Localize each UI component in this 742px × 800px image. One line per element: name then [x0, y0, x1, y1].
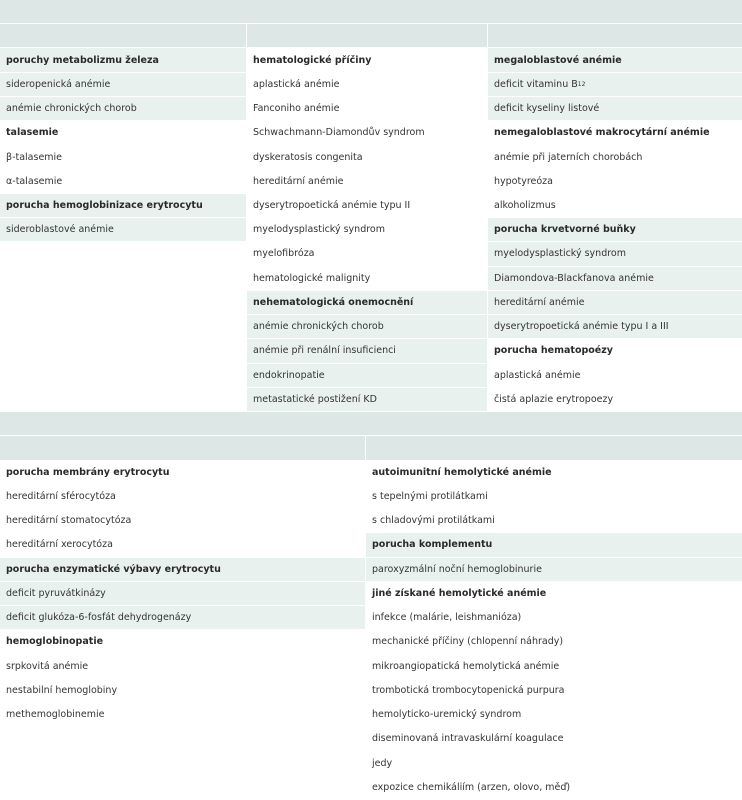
table-row: [247, 291, 487, 315]
table-row: [247, 242, 487, 266]
table-row: [366, 558, 742, 582]
row-label: expozice chemikáliím (arzen, olovo, měď): [372, 781, 571, 793]
row-label: hemoglobinopatie: [6, 636, 104, 648]
table-row: [488, 315, 742, 339]
table-row: [0, 97, 246, 121]
table-row: [366, 461, 742, 485]
row-label: deficit kyseliny listové: [494, 103, 600, 115]
table-row: [488, 291, 742, 315]
row-label: nehematologická onemocnění: [253, 296, 414, 308]
table-row: [366, 654, 742, 678]
table-row: [0, 485, 365, 509]
table-row: [0, 121, 246, 145]
table-row: [488, 194, 742, 218]
row-label: s chladovými protilátkami: [372, 515, 495, 527]
column-header: [0, 436, 365, 460]
row-label: myelofibróza: [253, 248, 315, 260]
table-row: [488, 267, 742, 291]
table-row: [247, 48, 487, 72]
table-row: [0, 73, 246, 97]
row-label: Schwachmann-Diamondův syndrom: [253, 127, 425, 139]
column-header: [366, 436, 742, 460]
table-row: [488, 364, 742, 388]
row-label: megaloblastové anémie: [494, 54, 622, 66]
table-row: [366, 776, 742, 800]
row-label: hereditární sférocytóza: [6, 490, 116, 502]
table-row: [0, 654, 365, 678]
row-label: hematologické příčiny: [253, 54, 372, 66]
table-row: [488, 242, 742, 266]
table-row: [0, 703, 365, 727]
table-row: [0, 145, 246, 169]
table-row: [366, 509, 742, 533]
table-row: [488, 170, 742, 194]
row-label: porucha krvetvorné buňky: [494, 224, 636, 236]
table-row: [488, 388, 742, 412]
row-label: anémie při renální insuficienci: [253, 345, 396, 357]
table-row: [247, 97, 487, 121]
table-row: [366, 533, 742, 557]
table-row: [0, 218, 246, 242]
table-row: [0, 48, 246, 72]
row-label: hereditární stomatocytóza: [6, 515, 132, 527]
row-label: nestabilní hemoglobiny: [6, 684, 118, 696]
row-label: mechanické příčiny (chlopenní náhrady): [372, 636, 564, 648]
row-label: porucha hematopoézy: [494, 345, 613, 357]
row-label: aplastická anémie: [253, 78, 340, 90]
row-label: paroxyzmální noční hemoglobinurie: [372, 563, 542, 575]
table-row: [247, 218, 487, 242]
table-row: [0, 558, 365, 582]
row-label: srpkovitá anémie: [6, 660, 89, 672]
row-label: deficit vitaminu B: [494, 78, 578, 90]
row-label: hereditární anémie: [494, 296, 585, 308]
table-row: [247, 388, 487, 412]
row-label: dyskeratosis congenita: [253, 151, 363, 163]
row-label: sideroblastové anémie: [6, 224, 114, 236]
table-row: [247, 315, 487, 339]
column-1: [0, 24, 246, 242]
row-label: alkoholizmus: [494, 199, 556, 211]
row-label: dyserytropoetická anémie typu II: [253, 199, 411, 211]
row-label: porucha membrány erytrocytu: [6, 466, 170, 478]
table-row: [0, 170, 246, 194]
row-label: s tepelnými protilátkami: [372, 490, 488, 502]
row-label: anémie chronických chorob: [253, 321, 384, 333]
table-row: [0, 606, 365, 630]
table-row: [488, 48, 742, 72]
row-label: anémie při jaterních chorobách: [494, 151, 643, 163]
column-header: [0, 24, 246, 48]
row-label: diseminovaná intravaskulární koagulace: [372, 733, 564, 745]
row-label: myelodysplastický syndrom: [253, 224, 385, 236]
table-row: [247, 170, 487, 194]
table-row: [488, 73, 742, 97]
row-label: sideropenická anémie: [6, 78, 111, 90]
section-title: [0, 412, 742, 436]
table-row: [247, 267, 487, 291]
table-row: [0, 533, 365, 557]
table-row: [0, 194, 246, 218]
column-1: [0, 436, 365, 727]
row-label: Diamondova-Blackfanova anémie: [494, 272, 654, 284]
row-label: aplastická anémie: [494, 369, 581, 381]
row-label: mikroangiopatická hemolytická anémie: [372, 660, 560, 672]
row-label: autoimunitní hemolytické anémie: [372, 466, 552, 478]
column-2: [366, 436, 742, 800]
row-label: hematologické malignity: [253, 272, 371, 284]
row-label: porucha enzymatické výbavy erytrocytu: [6, 563, 221, 575]
column-3: [488, 24, 742, 412]
row-label: dyserytropoetická anémie typu I a III: [494, 321, 669, 333]
table-row: [488, 121, 742, 145]
row-label: hereditární xerocytóza: [6, 539, 113, 551]
row-label: metastatické postižení KD: [253, 393, 377, 405]
table-row: [366, 606, 742, 630]
row-label: talasemie: [6, 127, 59, 139]
row-label: β-talasemie: [6, 151, 63, 163]
row-label: porucha komplementu: [372, 539, 493, 551]
row-label: methemoglobinemie: [6, 709, 105, 721]
row-label: endokrinopatie: [253, 369, 325, 381]
column-header: [247, 24, 487, 48]
row-label: α-talasemie: [6, 175, 63, 187]
column-header: [488, 24, 742, 48]
table-row: [366, 727, 742, 751]
table-row: [488, 97, 742, 121]
row-label: jedy: [372, 757, 393, 769]
row-label: nemegaloblastové makrocytární anémie: [494, 127, 710, 139]
table-row: [247, 121, 487, 145]
table-row: [488, 218, 742, 242]
subscript: 12: [577, 80, 586, 88]
row-label: jiné získané hemolytické anémie: [372, 587, 547, 599]
table-row: [247, 339, 487, 363]
table-row: [488, 145, 742, 169]
table-row: [366, 751, 742, 775]
table-row: [0, 582, 365, 606]
table-row: [366, 703, 742, 727]
row-label: infekce (malárie, leishmanióza): [372, 612, 522, 624]
row-label: trombotická trombocytopenická purpura: [372, 684, 565, 696]
table-row: [247, 145, 487, 169]
table-row: [247, 364, 487, 388]
row-label: deficit glukóza-6-fosfát dehydrogenázy: [6, 612, 192, 624]
section-title: [0, 0, 742, 24]
row-label: hypotyreóza: [494, 175, 553, 187]
row-label: Fanconiho anémie: [253, 103, 340, 115]
table-row: [0, 461, 365, 485]
row-label: poruchy metabolizmu železa: [6, 54, 159, 66]
table-row: [0, 630, 365, 654]
table-row: [488, 339, 742, 363]
row-label: deficit pyruvátkinázy: [6, 587, 106, 599]
column-2: [247, 24, 487, 412]
row-label: hemolyticko-uremický syndrom: [372, 709, 522, 721]
table-row: [0, 509, 365, 533]
section-increased-reticulocytes: [0, 412, 742, 800]
row-label: hereditární anémie: [253, 175, 344, 187]
table-row: [247, 194, 487, 218]
row-label: anémie chronických chorob: [6, 103, 137, 115]
table-row: [366, 630, 742, 654]
row-label: myelodysplastický syndrom: [494, 248, 626, 260]
table-row: [366, 485, 742, 509]
row-label: čistá aplazie erytropoezy: [494, 393, 614, 405]
row-label: porucha hemoglobinizace erytrocytu: [6, 199, 203, 211]
table-row: [247, 73, 487, 97]
table-row: [366, 679, 742, 703]
table-row: [366, 582, 742, 606]
table-row: [0, 679, 365, 703]
